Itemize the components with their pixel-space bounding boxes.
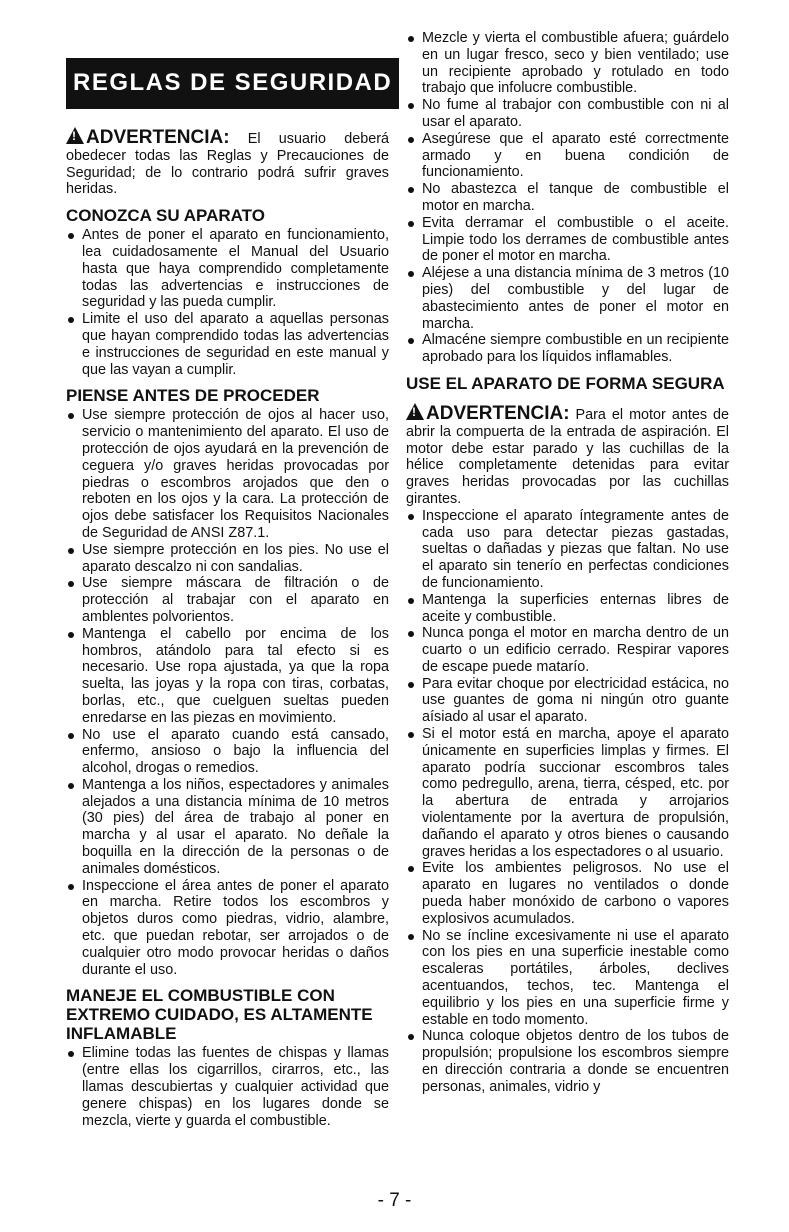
warning-icon — [406, 403, 424, 420]
left-column — [66, 58, 393, 1129]
bullet-list — [406, 30, 729, 366]
right-column — [406, 30, 729, 1096]
section-heading: USE EL APARATO DE FORMA SEGURA — [406, 373, 725, 393]
warning-paragraph — [406, 403, 729, 508]
list-item: Evite los ambientes peligrosos. No use el aparato en lugares no ventilados o donde pueda haber monóxido de carbono o vapores explosivos acumulados. — [406, 860, 729, 927]
warning-label: ADVERTENCIA: — [86, 127, 230, 148]
warning-heading — [406, 403, 570, 424]
section-heading: MANEJE EL COMBUSTIBLE CON EXTREMO CUIDADO, ES ALTAMENTE INFLAMABLE — [66, 986, 373, 1044]
list-item: Nunca coloque objetos dentro de los tubos de propulsión; propulsione los escombros siempre en dirección contraria a donde se encuentren personas, animales, vidrio y — [406, 1028, 729, 1095]
list-item: Mantenga a los niños, espectadores y animales alejados a una distancia mínima de 10 metros (30 pies) del área de trabajo al poner en marcha y al usar el aparato. No deñale la boquilla en la dirección de la personas o de animales domésticos. — [66, 777, 389, 878]
list-item: Asegúrese que el aparato esté correctmente armado y en buena condición de funcionamiento. — [406, 131, 729, 181]
list-item: No se íncline excesivamente ni use el aparato con los pies en una superficie inestable como escaleras portátiles, árboles, declives acentuandos, techos, tec. Mantenga el equilibrio y los pies en una superficie firme y estable en todo momento. — [406, 928, 729, 1029]
list-item: Evita derramar el combustible o el aceite. Limpie todo los derrames de combustible antes de poner el motor en marcha. — [406, 215, 729, 265]
bullet-list — [66, 407, 389, 978]
list-item: Nunca ponga el motor en marcha dentro de un cuarto o un edificio cerrado. Respirar vapores de escape puede matarío. — [406, 625, 729, 675]
list-item: No use el aparato cuando está cansado, enfermo, ansioso o bajo la influencia del alcohol, drogas o remedios. — [66, 727, 389, 777]
list-item: Elimine todas las fuentes de chispas y llamas (entre ellas los cigarrillos, cirarros, etc., las llamas descubiertas y cualquier actividad que genere chispas) en los lugares donde se mezcla, vierte y guarda el combustible. — [66, 1045, 389, 1129]
list-item: Para evitar choque por electricidad estácica, no use guantes de goma ni ningún otro guante aísiado al usar el aparato. — [406, 676, 729, 726]
section-heading: CONOZCA SU APARATO — [66, 206, 265, 226]
list-item: Use siempre máscara de filtración o de protección al trabajar con el aparato en amblentes polvorientos. — [66, 575, 389, 625]
bullet-list — [66, 227, 389, 378]
list-item: Mantenga la superficies enternas libres de aceite y combustible. — [406, 592, 729, 626]
list-item: Almacéne siempre combustible en un recipiente aprobado para los líquidos inflamables. — [406, 332, 729, 366]
section-heading: PIENSE ANTES DE PROCEDER — [66, 386, 320, 406]
list-item: Inspeccione el área antes de poner el aparato en marcha. Retire todos los escombros y objetos duros como piedras, vidrio, alambre, etc. que puedan rebotar, ser arrojados o de cualquier otro modo provocar heridas o daños durante el uso. — [66, 878, 389, 979]
warning-text: Para el motor antes de abrir la compuerta de la entrada de aspiración. El motor debe estar parado y las cuchillas de la hélice completamente detenidas para evitar graves heridas provocadas por las cuchillas girantes. — [406, 406, 729, 507]
list-item: Limite el uso del aparato a aquellas personas que hayan comprendido todas las advertencias e instrucciones de seguridad en este manual y que las vayan a cumplir. — [66, 311, 389, 378]
list-item: Antes de poner el aparato en funcionamiento, lea cuidadosamente el Manual del Usuario hasta que haya comprendido completamente todas las advertencias e instrucciones de seguridad y las pueda cumplir. — [66, 227, 389, 311]
page-number: - 7 - — [377, 1190, 412, 1211]
warning-heading — [66, 127, 230, 148]
warning-text: El usuario deberá obedecer todas las Reglas y Precauciones de Seguridad; de lo contrario podrá sufrir graves heridas. — [66, 131, 389, 198]
list-item: Si el motor está en marcha, apoye el aparato únicamente en superficies limplas y firmes. El aparato podría succionar escombros tales como pedregullo, arena, tierra, césped, etc. por la abertura de entrada y arrojarios violentamente por la avertura de propulsión, dañando el aparato y otros bienes o causando graves heridas a los espectadores o al usuario. — [406, 726, 729, 860]
bullet-list — [406, 508, 729, 1096]
list-item: Use siempre protección en los pies. No use el aparato descalzo ni con sandalias. — [66, 542, 389, 576]
section-banner: REGLAS DE SEGURIDAD — [66, 58, 399, 109]
list-item: Aléjese a una distancia mínima de 3 metros (10 pies) del combustible y del lugar de abastecimiento antes de poner el motor en marcha. — [406, 265, 729, 332]
warning-paragraph — [66, 127, 389, 198]
list-item: Mezcle y vierta el combustible afuera; guárdelo en un lugar fresco, seco y bien ventilado; use un recipiente aprobado y rotulado en todo trabajo que infolucre combustible. — [406, 30, 729, 97]
warning-label: ADVERTENCIA: — [426, 402, 570, 424]
bullet-list — [66, 1045, 389, 1129]
list-item: No abastezca el tanque de combustible el motor en marcha. — [406, 181, 729, 215]
list-item: Mantenga el cabello por encima de los hombros, atándolo para tal efecto si es necesario. Use ropa ajustada, ya que la ropa suelta, las joyas y la ropa con tiras, corbatas, borlas, etc., que cuelguen sueltas pueden enredarse en las piezas en movimiento. — [66, 626, 389, 727]
warning-icon — [66, 127, 84, 144]
list-item: No fume al trabajor con combustible con ni al usar el aparato. — [406, 97, 729, 131]
list-item: Inspeccione el aparato íntegramente antes de cada uso para detectar piezas gastadas, sueltas o dañadas y piezas que faltan. No use el aparato sin tenerío en perfectas condiciones de funcionamiento. — [406, 508, 729, 592]
list-item: Use siempre protección de ojos al hacer uso, servicio o mantenimiento del aparato. El uso de protección de ojos ayudará en la prevención de ceguera y/o graves heridas provocadas por piedras o escombros arojados que den o reboten en los ojos y la cara. La protección de ojos debe satisfacer los Requisitos Nacionales de Seguridad de ANSI Z87.1. — [66, 407, 389, 541]
